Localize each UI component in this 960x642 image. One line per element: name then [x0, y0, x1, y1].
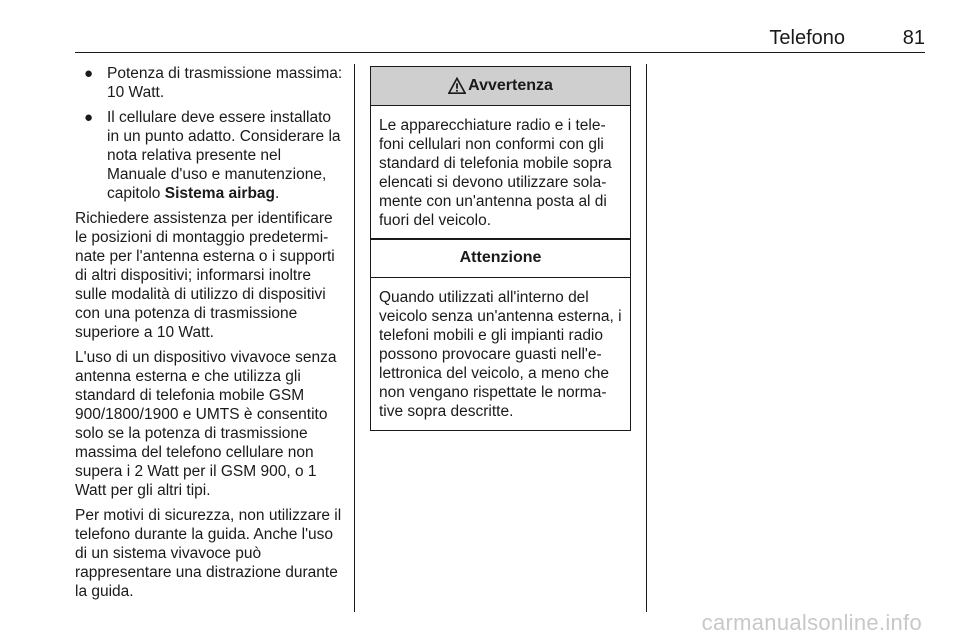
- paragraph: Richiedere assistenza per identificare le posizioni di montaggio predetermi-nate per l'antenna esterna o i supporti di altri dispositivi; informarsi inoltre sulle modalità di utilizzo di dispositivi con una potenza di trasmissione superiore a 10 Watt.: [75, 210, 335, 341]
- paragraph: L'uso di un dispositivo vivavoce senza antenna esterna e che utilizza gli standard di telefonia mobile GSM 900/1800/1900 e UMTS è consentito solo se la potenza di trasmissione massima del telefono cellulare non supera i 2 Watt per il GSM 900, o 1 Watt per gli altri tipi.: [75, 349, 337, 499]
- bullet-text: Il cellulare deve essere installato in un punto adatto. Considerare la nota relativa presente nel Manuale d'uso e manutenzione, capitolo: [107, 109, 341, 202]
- warning-triangle-icon: [448, 77, 466, 95]
- warning-box-header: [371, 67, 630, 106]
- column-divider: [646, 64, 647, 612]
- page-number: 81: [902, 27, 925, 49]
- page-title: Telefono: [769, 27, 845, 49]
- column-divider: [354, 64, 355, 612]
- bullet-item: [75, 64, 343, 102]
- caution-box: [370, 238, 631, 431]
- page-header: [75, 24, 925, 53]
- caution-box-body: Quando utilizzati all'interno del veicolo senza un'antenna esterna, i telefoni mobili e gli impianti radio possono provocare guasti nell'e-lettronica del veicolo, a meno che non vengano rispettate le norma-tive sopra descritte.: [379, 289, 622, 420]
- paragraph: Per motivi di sicurezza, non utilizzare il telefono durante la guida. Anche l'uso di un sistema vivavoce può rappresentare una distrazione durante la guida.: [75, 507, 342, 600]
- left-column: [75, 64, 343, 607]
- watermark: carmanualsonline.info: [701, 610, 922, 635]
- caution-box-header: [371, 239, 630, 278]
- warning-box-title: Avvertenza: [468, 77, 553, 94]
- cross-reference-link[interactable]: Sistema airbag: [164, 185, 276, 202]
- bullet-item: [75, 108, 343, 203]
- bullet-text-end: .: [275, 185, 280, 202]
- warning-box-body: Le apparecchiature radio e i tele-foni cellulari non conformi con gli standard di telefonia mobile sopra elencati si devono utilizzare sola-mente con un'antenna posta al di fuori del veicolo.: [379, 117, 612, 229]
- bullet-dot-icon: ●: [84, 65, 94, 82]
- caution-box-title: Attenzione: [459, 249, 542, 266]
- bullet-dot-icon: ●: [84, 109, 94, 126]
- warning-box: [370, 66, 631, 240]
- bullet-text: Potenza di trasmissione massima: 10 Watt.: [107, 65, 343, 101]
